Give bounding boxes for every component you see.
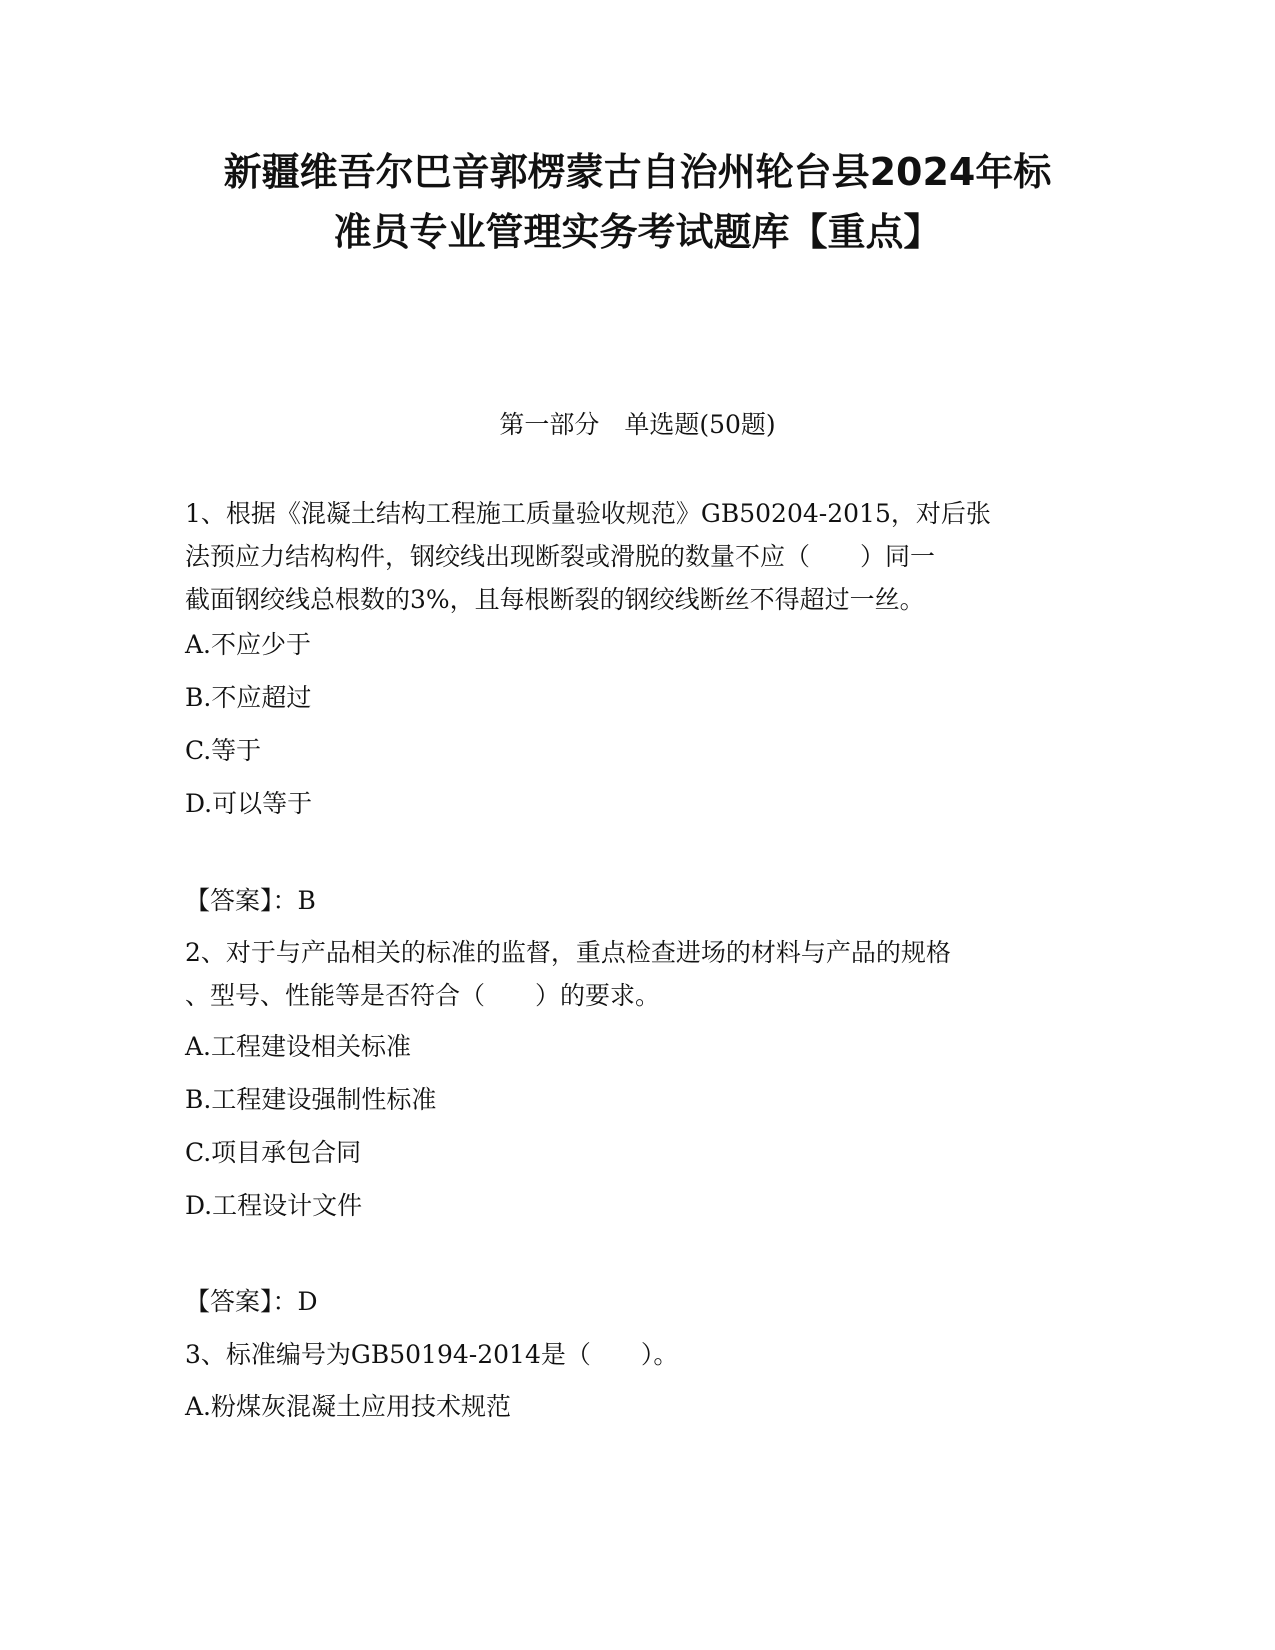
question-1-option-c: C.等于	[185, 736, 262, 765]
question-1-option-a: A.不应少于	[185, 630, 312, 659]
title-line-1: 新疆维吾尔巴音郭楞蒙古自治州轮台县2024年标	[223, 150, 1052, 194]
question-1-line-2: 法预应力结构构件，钢绞线出现断裂或滑脱的数量不应（ ）同一	[185, 542, 936, 571]
question-1-line-1: 1、根据《混凝土结构工程施工质量验收规范》GB50204-2015，对后张	[185, 499, 991, 528]
question-2-option-d: D.工程设计文件	[185, 1191, 363, 1220]
question-1-option-d: D.可以等于	[185, 789, 313, 818]
question-2-line-2: 、型号、性能等是否符合（ ）的要求。	[185, 981, 661, 1010]
question-2	[185, 931, 1090, 1017]
title-line-2: 准员专业管理实务考试题库【重点】	[333, 210, 942, 254]
question-1	[185, 492, 1090, 621]
question-1-line-3: 截面钢绞线总根数的3%，且每根断裂的钢绞线断丝不得超过一丝。	[185, 585, 925, 614]
question-2-option-c: C.项目承包合同	[185, 1138, 362, 1167]
question-3-option-a: A.粉煤灰混凝土应用技术规范	[185, 1392, 512, 1421]
question-1-answer: 【答案】：B	[185, 886, 316, 915]
question-2-option-b: B.工程建设强制性标准	[185, 1085, 437, 1114]
question-2-answer: 【答案】：D	[185, 1287, 318, 1316]
question-3	[185, 1333, 1090, 1376]
question-3-line-1: 3、标准编号为GB50194-2014是（ ）。	[185, 1340, 679, 1369]
question-1-option-b: B.不应超过	[185, 683, 312, 712]
section-heading: 第一部分 单选题(50题)	[499, 410, 776, 439]
question-2-line-1: 2、对于与产品相关的标准的监督，重点检查进场的材料与产品的规格	[185, 938, 951, 967]
document-title	[150, 142, 1125, 262]
question-2-option-a: A.工程建设相关标准	[185, 1032, 412, 1061]
